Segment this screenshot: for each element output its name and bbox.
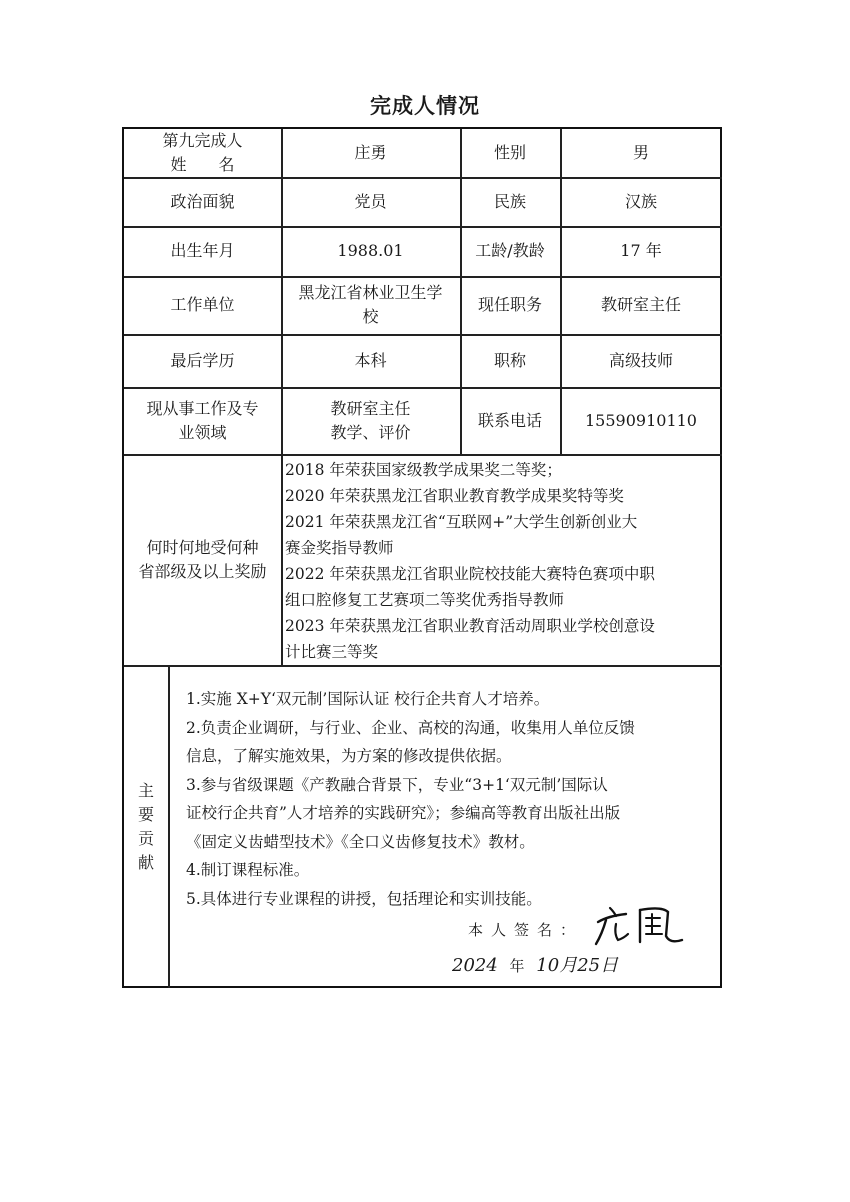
gender-value: 男 — [632, 143, 649, 162]
contribution-line: 《固定义齿蜡型技术》《全口义齿修复技术》教材。 — [186, 832, 535, 851]
awards-label — [124, 454, 281, 665]
name-value: 庄勇 — [354, 143, 387, 162]
education-value: 本科 — [354, 350, 387, 370]
contribution-line: 4.制订课程标准。 — [186, 861, 310, 879]
field-label-line1: 现从事工作及专 — [146, 398, 259, 418]
ethnicity-label: 民族 — [493, 191, 526, 211]
name-label-line1: 第九完成人 — [162, 131, 243, 150]
birth-value: 1988.01 — [337, 241, 404, 260]
seniority-value: 17 年 — [620, 241, 662, 260]
contrib-label-char: 要 — [137, 804, 154, 824]
field-value-line2: 教学、评价 — [330, 422, 411, 442]
title-label: 职称 — [493, 350, 526, 370]
employer-value — [281, 276, 460, 334]
info-form — [122, 127, 722, 988]
date-month-day: 10月25日 — [536, 955, 619, 976]
name-label — [124, 129, 281, 177]
contribution-line: 1.实施 X+Y‘双元制’国际认证 校行企共育人才培养。 — [186, 690, 550, 708]
contribution-line: 2.负责企业调研，与行业、企业、高校的沟通，收集用人单位反馈 — [186, 718, 635, 737]
signature-date — [452, 951, 618, 977]
award-line: 2021 年荣获黑龙江省“互联网+”大学生创新创业大 — [285, 513, 638, 531]
position-value: 教研室主任 — [600, 295, 681, 314]
awards-label-line1: 何时何地受何种 — [146, 537, 259, 557]
date-year-char: 年 — [509, 957, 525, 975]
signature-label: 本人签名： — [468, 921, 584, 939]
awards-list — [285, 457, 723, 665]
phone-label: 联系电话 — [477, 410, 542, 430]
name-label-line2: 姓 名 — [170, 155, 235, 174]
title-value: 高级技师 — [608, 350, 673, 370]
page-title: 完成人情况 — [370, 94, 480, 118]
handwritten-signature — [592, 900, 688, 948]
phone-value: 15590910110 — [585, 410, 697, 430]
field-label — [124, 387, 281, 454]
seniority-label: 工龄/教龄 — [475, 241, 545, 260]
contrib-label-char: 贡 — [137, 828, 154, 848]
field-value-line1: 教研室主任 — [330, 398, 411, 418]
employer-value-line1: 黑龙江省林业卫生学 — [298, 283, 443, 302]
field-value — [281, 387, 460, 454]
contribution-line: 证校行企共育”人才培养的实践研究》；参编高等教育出版社出版 — [186, 804, 621, 822]
award-line: 计比赛三等奖 — [285, 643, 379, 661]
education-label: 最后学历 — [170, 350, 235, 370]
awards-label-line2: 省部级及以上奖励 — [138, 561, 267, 581]
position-label: 现任职务 — [477, 295, 542, 314]
gender-label: 性别 — [493, 143, 526, 162]
political-value: 党员 — [354, 191, 387, 211]
ethnicity-value: 汉族 — [624, 191, 657, 211]
award-line: 2018 年荣获国家级教学成果奖二等奖； — [285, 461, 562, 479]
contributions-label — [124, 665, 168, 988]
contribution-line: 5.具体进行专业课程的讲授，包括理论和实训技能。 — [186, 889, 542, 908]
employer-value-line2: 校 — [362, 307, 379, 326]
date-year: 2024 — [452, 955, 498, 976]
political-label: 政治面貌 — [170, 191, 235, 211]
employer-label: 工作单位 — [170, 295, 235, 314]
award-line: 2020 年荣获黑龙江省职业教育教学成果奖特等奖 — [285, 487, 624, 505]
field-label-line2: 业领域 — [178, 422, 227, 442]
award-line: 2023 年荣获黑龙江省职业教育活动周职业学校创意设 — [285, 617, 655, 635]
award-line: 2022 年荣获黑龙江省职业院校技能大赛特色赛项中职 — [285, 565, 655, 583]
award-line: 组口腔修复工艺赛项二等奖优秀指导教师 — [285, 591, 565, 609]
contributions-content — [168, 665, 722, 988]
award-line: 赛金奖指导教师 — [285, 539, 394, 557]
contrib-label-char: 献 — [137, 852, 154, 872]
contrib-label-char: 主 — [137, 780, 154, 800]
contribution-line: 信息，了解实施效果，为方案的修改提供依据。 — [186, 747, 512, 765]
contribution-line: 3.参与省级课题《产教融合背景下，专业“3+1‘双元制’国际认 — [186, 775, 608, 794]
birth-label: 出生年月 — [170, 241, 235, 260]
contributions-list — [186, 685, 718, 913]
